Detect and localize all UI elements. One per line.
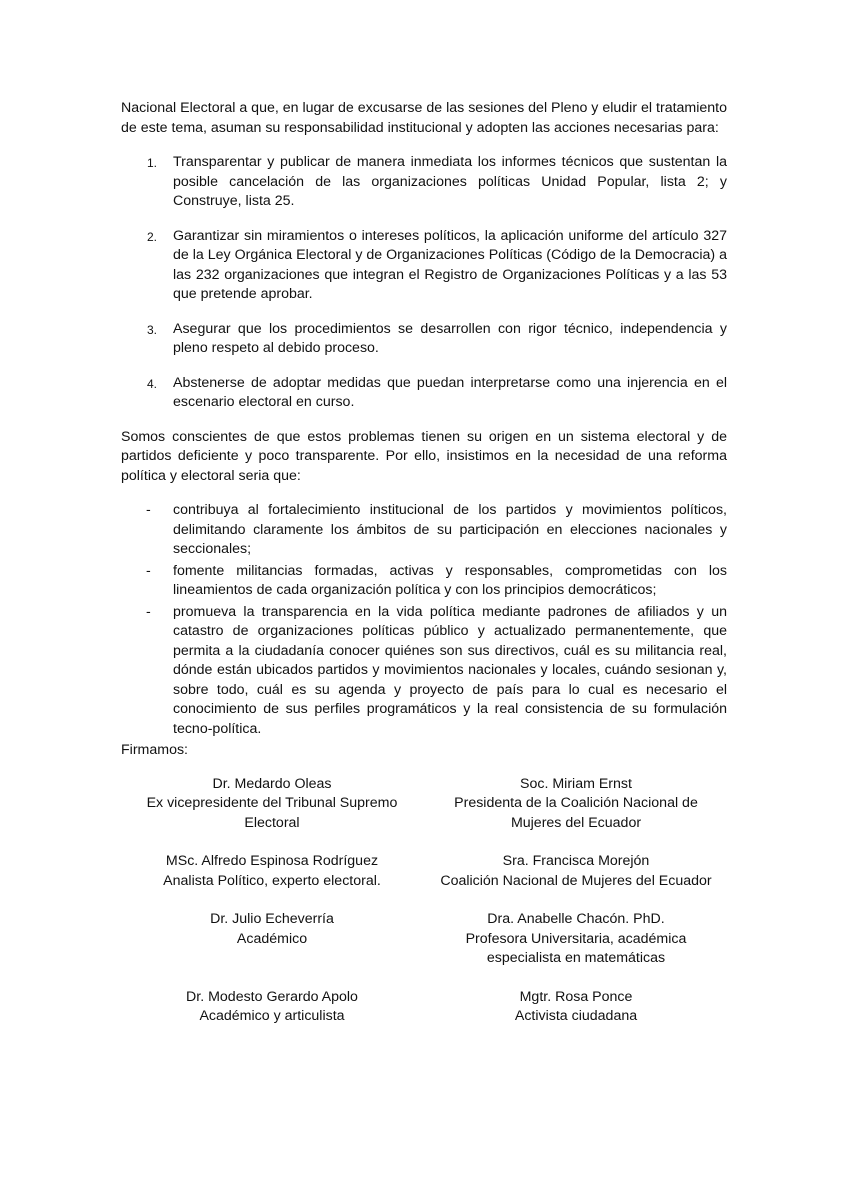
signatory (425, 852, 727, 891)
list-number: 1. (147, 156, 158, 170)
signatory (425, 775, 727, 834)
signatory-name: Soc. Miriam Ernst (520, 775, 632, 792)
signatory-title: Académico y articulista (199, 1008, 345, 1024)
signatory-title: Ex vicepresidente del Tribunal Supremo (146, 795, 398, 811)
dash-marker: - (146, 502, 151, 518)
list-number: 4. (147, 376, 158, 391)
dash-marker: - (146, 603, 151, 620)
signatory-name: Dr. Julio Echeverría (210, 911, 334, 927)
signatory-title: Activista ciudadana (514, 1008, 638, 1024)
demand-item (121, 227, 727, 305)
demand-text: Asegurar que los procedimientos se desarrollen con rigor técnico, independencia y pleno respeto al debido proceso. (173, 320, 727, 356)
reform-item (121, 603, 727, 740)
intro-paragraph: Nacional Electoral a que, en lugar de excusarse de las sesiones del Pleno y eludir el tratamiento de este tema, asuman su responsabilidad institucional y adopten las acciones necesarias para: (121, 100, 727, 136)
signatory-title: Mujeres del Ecuador (510, 814, 642, 831)
list-number: 3. (147, 322, 158, 337)
reform-text: fomente militancias formadas, activas y responsables, comprometidas con los lineamientos de cada organización política y con los principios democráticos; (173, 562, 727, 598)
signatory-name: Mgtr. Rosa Ponce (519, 988, 633, 1005)
signatory (121, 988, 423, 1027)
reform-item (121, 562, 727, 601)
signatory-name: Sra. Francisca Morejón (502, 853, 650, 869)
reform-paragraph: Somos conscientes de que estos problemas tienen su origen en un sistema electoral y de partidos deficiente y poco transparente. Por ello, insistimos en la necesidad de una reforma política y electoral seria que: (121, 428, 727, 484)
signatory-title: Electoral (244, 814, 300, 831)
signatory-name: MSc. Alfredo Espinosa Rodríguez (165, 853, 379, 869)
signatory-name: Dra. Anabelle Chacón. PhD. (487, 911, 665, 927)
demand-item (121, 320, 727, 359)
signatory (121, 775, 423, 834)
signatory (121, 852, 423, 891)
signatory-name: Dr. Medardo Oleas (212, 775, 332, 792)
demand-text: Garantizar sin miramientos o intereses políticos, la aplicación uniforme del artículo 327 de la Ley Orgánica Electoral y de Organizaciones Políticas (Código de la Democracia) a las 232 organizaciones que integran el Registro de Organizaciones Políticas y a las 53 que pretende aprobar. (173, 227, 727, 302)
signatory-name: Dr. Modesto Gerardo Apolo (186, 988, 358, 1005)
signatory-title: Académico (236, 930, 308, 947)
reform-text: contribuya al fortalecimiento institucional de los partidos y movimientos políticos, delimitando claramente los ámbitos de su participación en elecciones nacionales y seccionales; (173, 502, 727, 557)
reform-text: promueva la transparencia en la vida política mediante padrones de afiliados y un catastro de organizaciones políticas público y actualizado permanentemente, que permita a la ciudadanía conocer quiénes son sus directivos, cuál es su militancia real, dónde están ubicados partidos y movimientos nacionales y locales, cuándo sesionan y, sobre todo, cuál es su agenda y proyecto de país para lo cual es necesario el conocimiento de sus perfiles programáticos y la real consistencia de su formulación tecno-política. (173, 603, 727, 737)
demand-text: Abstenerse de adoptar medidas que puedan interpretarse como una injerencia en el escenario electoral en curso. (173, 374, 727, 410)
demand-item (121, 153, 727, 212)
demand-item (121, 374, 727, 413)
demand-text: Transparentar y publicar de manera inmediata los informes técnicos que sustentan la posible cancelación de las organizaciones políticas Unidad Popular, lista 2; y Construye, lista 25. (173, 154, 727, 209)
signatory-title: Coalición Nacional de Mujeres del Ecuador (440, 872, 712, 889)
signatory-title: Presidenta de la Coalición Nacional de (454, 795, 698, 811)
reform-item (121, 501, 727, 560)
document-body (121, 99, 727, 1027)
signatory-title: especialista en matemáticas (486, 950, 666, 966)
signatory (425, 988, 727, 1027)
reform-list (121, 501, 727, 739)
demands-list (121, 153, 727, 413)
dash-marker: - (146, 562, 151, 579)
list-number: 2. (147, 229, 158, 244)
firmamos-label: Firmamos: (121, 742, 188, 758)
signatory (425, 910, 727, 969)
signatures-grid (121, 775, 727, 1027)
signatory-title: Profesora Universitaria, académica (465, 930, 687, 947)
signatory (121, 910, 423, 969)
signatory-title: Analista Político, experto electoral. (163, 872, 381, 889)
